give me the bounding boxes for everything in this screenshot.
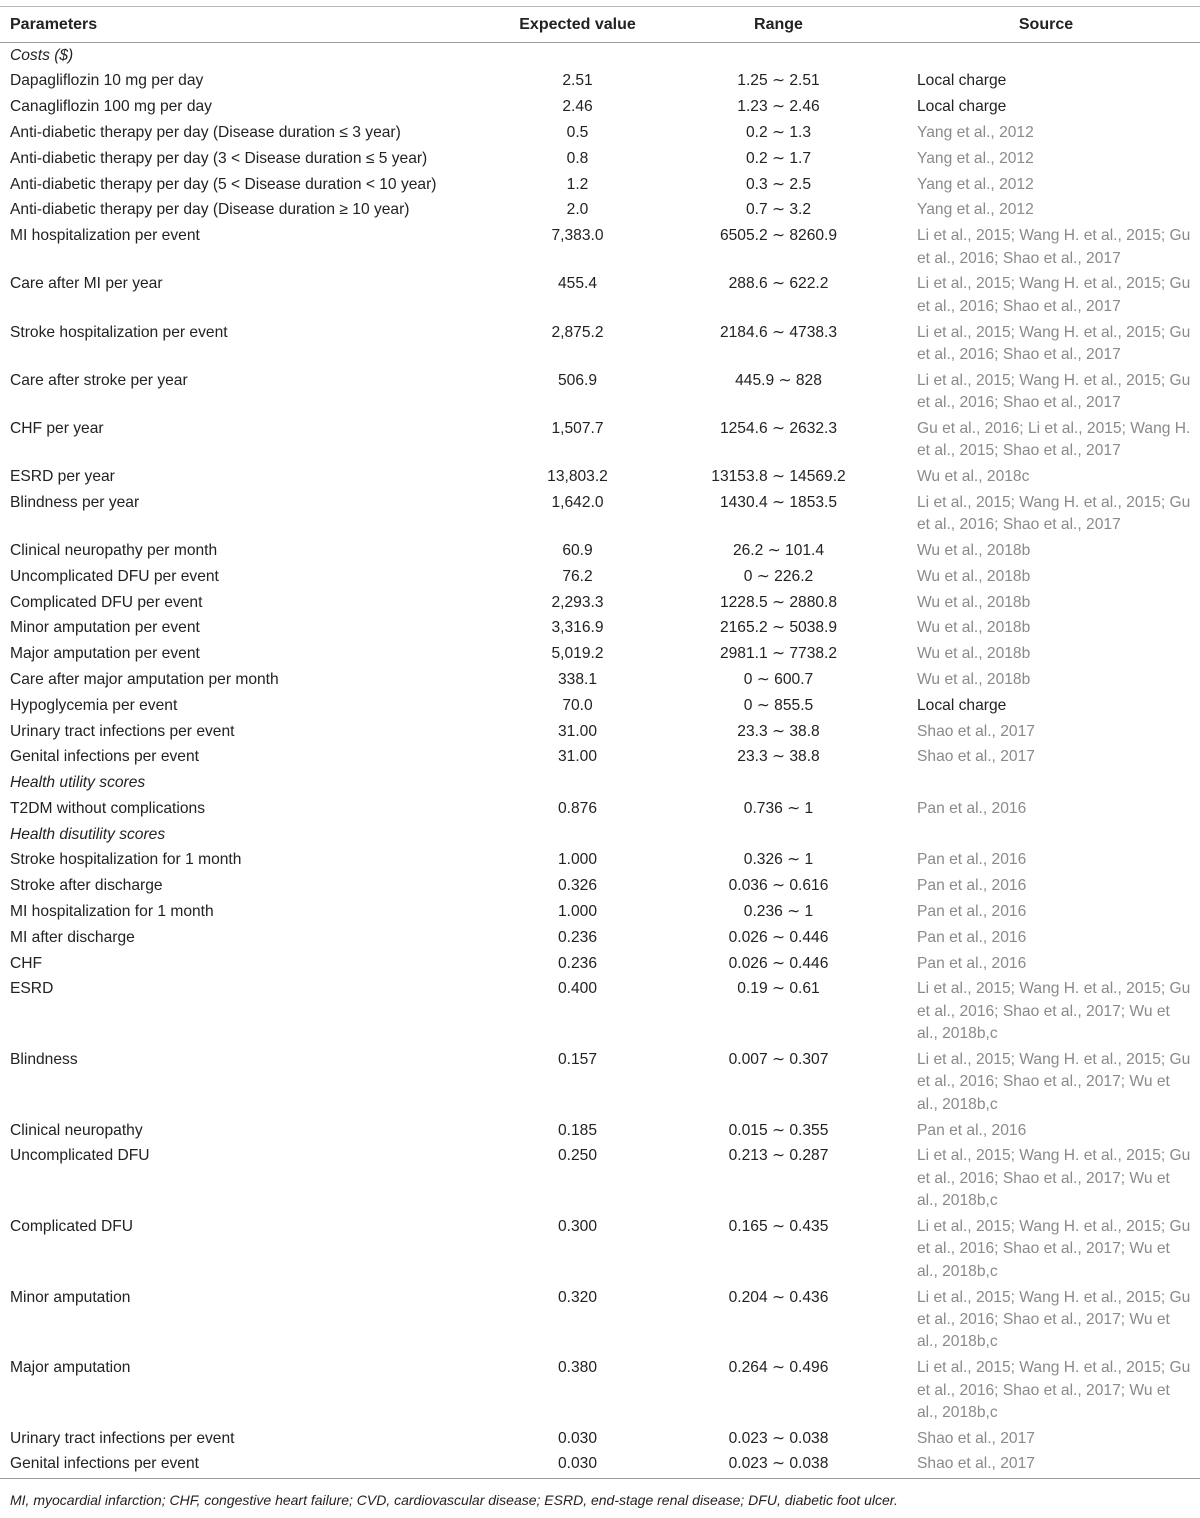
parameter-cell: Anti-diabetic therapy per day (Disease duration ≥ 10 year)	[10, 201, 410, 219]
range-cell: 0.264 ∼ 0.496	[728, 1359, 829, 1377]
parameter-cell: T2DM without complications	[10, 799, 205, 817]
parameter-cell: Stroke after discharge	[10, 877, 163, 895]
parameter-cell: CHF per year	[10, 419, 104, 437]
source-cell: Yang et al., 2012	[917, 175, 1034, 193]
range-cell: 0 ∼ 600.7	[743, 670, 814, 688]
range-cell: 0.026 ∼ 0.446	[728, 928, 829, 946]
table-row	[0, 796, 1200, 822]
table-row	[0, 490, 1200, 538]
range-cell: 0 ∼ 855.5	[743, 696, 814, 714]
section-title: Health utility scores	[10, 774, 146, 792]
source-cell: Wu et al., 2018c	[917, 468, 1030, 486]
parameter-cell: Blindness per year	[10, 493, 140, 511]
range-cell: 0.2 ∼ 1.7	[745, 149, 812, 167]
parameter-cell: Stroke hospitalization for 1 month	[10, 851, 242, 869]
parameter-cell: Anti-diabetic therapy per day (3 < Disease duration ≤ 5 year)	[10, 149, 428, 167]
header-row	[0, 7, 1200, 43]
parameter-cell: Clinical neuropathy per month	[10, 542, 218, 560]
parameter-cell: Clinical neuropathy	[10, 1121, 143, 1139]
table-row	[0, 590, 1200, 616]
source-cell: Li et al., 2015; Wang H. et al., 2015; Gu et al., 2016; Shao et al., 2017	[917, 227, 1191, 267]
source-cell: Li et al., 2015; Wang H. et al., 2015; Gu et al., 2016; Shao et al., 2017	[917, 371, 1191, 412]
source-cell: Yang et al., 2012	[917, 149, 1034, 167]
range-cell: 23.3 ∼ 38.8	[737, 748, 820, 766]
expected-value-cell: 1.000	[557, 851, 598, 869]
range-cell: 1.25 ∼ 2.51	[737, 72, 820, 90]
section-row	[0, 770, 1200, 796]
expected-value-cell: 0.157	[557, 1050, 598, 1068]
source-cell: Li et al., 2015; Wang H. et al., 2015; Gu et al., 2016; Shao et al., 2017	[917, 493, 1191, 534]
source-cell: Li et al., 2015; Wang H. et al., 2015; Gu et al., 2016; Shao et al., 2017; Wu et al., 2018b,c	[917, 1288, 1191, 1351]
parameter-cell: Complicated DFU per event	[10, 593, 203, 611]
expected-value-cell: 13,803.2	[547, 468, 608, 486]
table-row	[0, 1047, 1200, 1118]
expected-value-cell: 1,507.7	[551, 419, 604, 437]
table-row	[0, 1118, 1200, 1144]
expected-value-cell: 2.51	[562, 72, 593, 90]
expected-value-cell: 2,875.2	[551, 323, 604, 341]
table-row	[0, 172, 1200, 198]
source-cell: Wu et al., 2018b	[917, 670, 1031, 688]
table-row	[0, 899, 1200, 925]
range-cell: 0.19 ∼ 0.61	[737, 980, 820, 998]
section-row	[0, 822, 1200, 848]
expected-value-cell: 0.8	[566, 149, 589, 167]
table-row	[0, 1452, 1200, 1478]
parameter-cell: Anti-diabetic therapy per day (5 < Disease duration < 10 year)	[10, 175, 437, 193]
expected-value-cell: 3,316.9	[551, 619, 604, 637]
parameter-cell: Anti-diabetic therapy per day (Disease duration ≤ 3 year)	[10, 124, 401, 142]
source-cell: Local charge	[917, 72, 1007, 90]
source-cell: Shao et al., 2017	[917, 748, 1035, 766]
expected-value-cell: 1,642.0	[551, 493, 604, 511]
expected-value-cell: 76.2	[562, 567, 593, 585]
range-cell: 0.736 ∼ 1	[743, 799, 814, 817]
range-cell: 0 ∼ 226.2	[743, 567, 814, 585]
table-row	[0, 95, 1200, 121]
parameter-cell: Uncomplicated DFU per event	[10, 567, 219, 585]
expected-value-cell: 0.250	[557, 1147, 598, 1165]
expected-value-cell: 0.380	[557, 1359, 598, 1377]
parameter-cell: ESRD per year	[10, 468, 115, 486]
source-cell: Li et al., 2015; Wang H. et al., 2015; Gu et al., 2016; Shao et al., 2017; Wu et al., 2018b,c	[917, 1050, 1191, 1113]
parameter-cell: ESRD	[10, 980, 54, 998]
parameter-cell: Complicated DFU	[10, 1217, 134, 1235]
parameter-cell: Blindness	[10, 1050, 78, 1068]
parameter-cell: Stroke hospitalization per event	[10, 323, 228, 341]
range-cell: 0.213 ∼ 0.287	[728, 1147, 829, 1165]
range-cell: 0.007 ∼ 0.307	[728, 1050, 829, 1068]
table-row	[0, 1144, 1200, 1215]
section-title: Costs ($)	[10, 46, 74, 64]
source-cell: Gu et al., 2016; Li et al., 2015; Wang H. et al., 2015; Shao et al., 2017	[917, 419, 1191, 460]
expected-value-cell: 0.876	[557, 799, 598, 817]
source-cell: Pan et al., 2016	[917, 799, 1027, 817]
expected-value-cell: 0.5	[566, 124, 589, 142]
table-row	[0, 198, 1200, 224]
source-cell: Li et al., 2015; Wang H. et al., 2015; Gu et al., 2016; Shao et al., 2017; Wu et al., 2018b,c	[917, 1359, 1191, 1421]
source-cell: Li et al., 2015; Wang H. et al., 2015; Gu et al., 2016; Shao et al., 2017; Wu et al., 2018b,c	[917, 1147, 1191, 1210]
parameter-cell: Hypoglycemia per event	[10, 696, 178, 714]
expected-value-cell: 0.030	[490, 1452, 665, 1478]
range-cell: 2184.6 ∼ 4738.3	[719, 323, 838, 341]
table-row	[0, 848, 1200, 874]
source-cell: Pan et al., 2016	[917, 928, 1027, 946]
source-cell: Wu et al., 2018b	[917, 593, 1031, 611]
range-cell: 0.026 ∼ 0.446	[728, 954, 829, 972]
expected-value-cell: 7,383.0	[551, 227, 604, 245]
source-cell: Li et al., 2015; Wang H. et al., 2015; Gu et al., 2016; Shao et al., 2017; Wu et al., 2018b,c	[917, 1217, 1191, 1280]
expected-value-cell: 31.00	[557, 748, 598, 766]
table-row	[0, 538, 1200, 564]
expected-value-cell: 1.2	[566, 175, 589, 193]
parameter-cell: CHF	[10, 954, 43, 972]
parameter-cell: Genital infections per event	[10, 748, 199, 766]
parameter-cell: Uncomplicated DFU	[10, 1147, 150, 1165]
table-row	[0, 416, 1200, 464]
expected-value-cell: 70.0	[562, 696, 593, 714]
expected-value-cell: 0.400	[557, 980, 598, 998]
parameter-cell: Urinary tract infections per event	[10, 1429, 235, 1447]
expected-value-cell: 338.1	[557, 670, 598, 688]
expected-value-cell: 5,019.2	[551, 645, 604, 663]
header-range: Range	[665, 7, 892, 43]
table-row	[0, 1355, 1200, 1426]
source-cell: Pan et al., 2016	[917, 954, 1027, 972]
source-cell: Pan et al., 2016	[917, 851, 1027, 869]
table-row	[0, 616, 1200, 642]
range-cell: 0.036 ∼ 0.616	[728, 877, 829, 895]
table-row	[0, 1426, 1200, 1452]
source-cell: Li et al., 2015; Wang H. et al., 2015; Gu et al., 2016; Shao et al., 2017	[917, 323, 1191, 363]
range-cell: 0.204 ∼ 0.436	[728, 1288, 829, 1306]
source-cell: Pan et al., 2016	[917, 903, 1027, 920]
source-cell: Shao et al., 2017	[892, 1452, 1200, 1478]
expected-value-cell: 2.46	[562, 98, 593, 116]
range-cell: 0.3 ∼ 2.5	[745, 175, 812, 193]
range-cell: 1430.4 ∼ 1853.5	[719, 493, 838, 511]
expected-value-cell: 0.326	[557, 877, 598, 895]
parameter-cell: MI hospitalization per event	[10, 227, 200, 245]
range-cell: 2165.2 ∼ 5038.9	[719, 619, 838, 637]
range-cell: 0.023 ∼ 0.038	[665, 1452, 892, 1478]
source-cell: Local charge	[917, 98, 1007, 116]
table-row	[0, 120, 1200, 146]
table-row	[0, 874, 1200, 900]
range-cell: 0.023 ∼ 0.038	[728, 1429, 829, 1447]
table-row	[0, 564, 1200, 590]
parameter-cell: Care after major amputation per month	[10, 670, 279, 688]
range-cell: 445.9 ∼ 828	[735, 371, 822, 389]
section-row	[0, 43, 1200, 69]
range-cell: 23.3 ∼ 38.8	[737, 722, 820, 740]
source-cell: Yang et al., 2012	[917, 124, 1034, 142]
table-row	[0, 925, 1200, 951]
section-title: Health disutility scores	[10, 825, 166, 843]
table-row	[0, 693, 1200, 719]
source-cell: Yang et al., 2012	[917, 201, 1034, 219]
expected-value-cell: 0.030	[557, 1429, 598, 1447]
source-cell: Pan et al., 2016	[917, 1121, 1027, 1139]
source-cell: Li et al., 2015; Wang H. et al., 2015; Gu et al., 2016; Shao et al., 2017; Wu et al., 2018b,c	[917, 980, 1191, 1043]
range-cell: 1.23 ∼ 2.46	[737, 98, 820, 116]
range-cell: 0.2 ∼ 1.3	[745, 124, 812, 142]
table-row	[0, 223, 1200, 271]
parameter-cell: Major amputation	[10, 1359, 131, 1377]
expected-value-cell: 455.4	[557, 275, 598, 293]
source-cell: Wu et al., 2018b	[917, 567, 1031, 585]
expected-value-cell: 0.300	[557, 1217, 598, 1235]
expected-value-cell: 0.320	[557, 1288, 598, 1306]
table-row	[0, 951, 1200, 977]
table-row	[0, 719, 1200, 745]
parameter-cell: Minor amputation	[10, 1288, 131, 1306]
source-cell: Li et al., 2015; Wang H. et al., 2015; Gu et al., 2016; Shao et al., 2017	[917, 275, 1191, 315]
parameter-cell: MI after discharge	[10, 928, 135, 946]
range-cell: 0.236 ∼ 1	[743, 903, 814, 920]
table-row	[0, 272, 1200, 320]
parameter-cell: Care after stroke per year	[10, 371, 188, 389]
parameter-cell: Urinary tract infections per event	[10, 722, 235, 740]
parameter-cell: MI hospitalization for 1 month	[10, 903, 214, 920]
range-cell: 6505.2 ∼ 8260.9	[719, 227, 838, 245]
source-cell: Local charge	[917, 696, 1007, 714]
header-expected-value: Expected value	[490, 7, 665, 43]
table-row	[0, 464, 1200, 490]
range-cell: 1228.5 ∼ 2880.8	[719, 593, 838, 611]
expected-value-cell: 506.9	[557, 371, 598, 389]
expected-value-cell: 2,293.3	[551, 593, 604, 611]
range-cell: 0.326 ∼ 1	[743, 851, 814, 869]
source-cell: Shao et al., 2017	[917, 1429, 1035, 1447]
parameter-cell: Minor amputation per event	[10, 619, 200, 637]
table-row	[0, 1285, 1200, 1356]
table-row	[0, 1214, 1200, 1285]
table-row	[0, 368, 1200, 416]
table-row	[0, 69, 1200, 95]
header-source: Source	[892, 7, 1200, 43]
parameter-cell: Genital infections per event	[0, 1452, 490, 1478]
source-cell: Pan et al., 2016	[917, 877, 1027, 895]
expected-value-cell: 0.236	[557, 928, 598, 946]
range-cell: 1254.6 ∼ 2632.3	[719, 419, 838, 437]
range-cell: 0.015 ∼ 0.355	[728, 1121, 829, 1139]
expected-value-cell: 60.9	[562, 542, 593, 560]
table-row	[0, 745, 1200, 771]
source-cell: Wu et al., 2018b	[917, 645, 1031, 663]
expected-value-cell: 0.185	[557, 1121, 598, 1139]
expected-value-cell: 2.0	[566, 201, 589, 219]
expected-value-cell: 0.236	[557, 954, 598, 972]
parameter-cell: Major amputation per event	[10, 645, 200, 663]
parameter-cell: Dapagliflozin 10 mg per day	[10, 72, 204, 90]
range-cell: 0.7 ∼ 3.2	[745, 201, 812, 219]
header-parameters: Parameters	[0, 7, 490, 43]
expected-value-cell: 1.000	[557, 903, 598, 920]
table-header	[0, 7, 1200, 43]
parameter-cell: Care after MI per year	[10, 275, 163, 293]
range-cell: 288.6 ∼ 622.2	[728, 275, 829, 293]
source-cell: Wu et al., 2018b	[917, 619, 1031, 637]
table-row	[0, 977, 1200, 1048]
table-footnote: MI, myocardial infarction; CHF, congestive heart failure; CVD, cardiovascular disease; ESRD, end-stage renal disease; DFU, diabetic foot ulcer.	[10, 1492, 898, 1508]
range-cell: 26.2 ∼ 101.4	[732, 542, 825, 560]
parameters-table	[0, 6, 1200, 1479]
table-row	[0, 667, 1200, 693]
range-cell: 13153.8 ∼ 14569.2	[711, 468, 846, 486]
range-cell: 0.165 ∼ 0.435	[728, 1217, 829, 1235]
expected-value-cell: 31.00	[557, 722, 598, 740]
parameter-cell: Canagliflozin 100 mg per day	[10, 98, 212, 116]
source-cell: Shao et al., 2017	[917, 722, 1035, 740]
table-row	[0, 642, 1200, 668]
table-row	[0, 146, 1200, 172]
range-cell: 2981.1 ∼ 7738.2	[719, 645, 838, 663]
table-row	[0, 320, 1200, 368]
source-cell: Wu et al., 2018b	[917, 542, 1031, 560]
table-body	[0, 43, 1200, 1479]
